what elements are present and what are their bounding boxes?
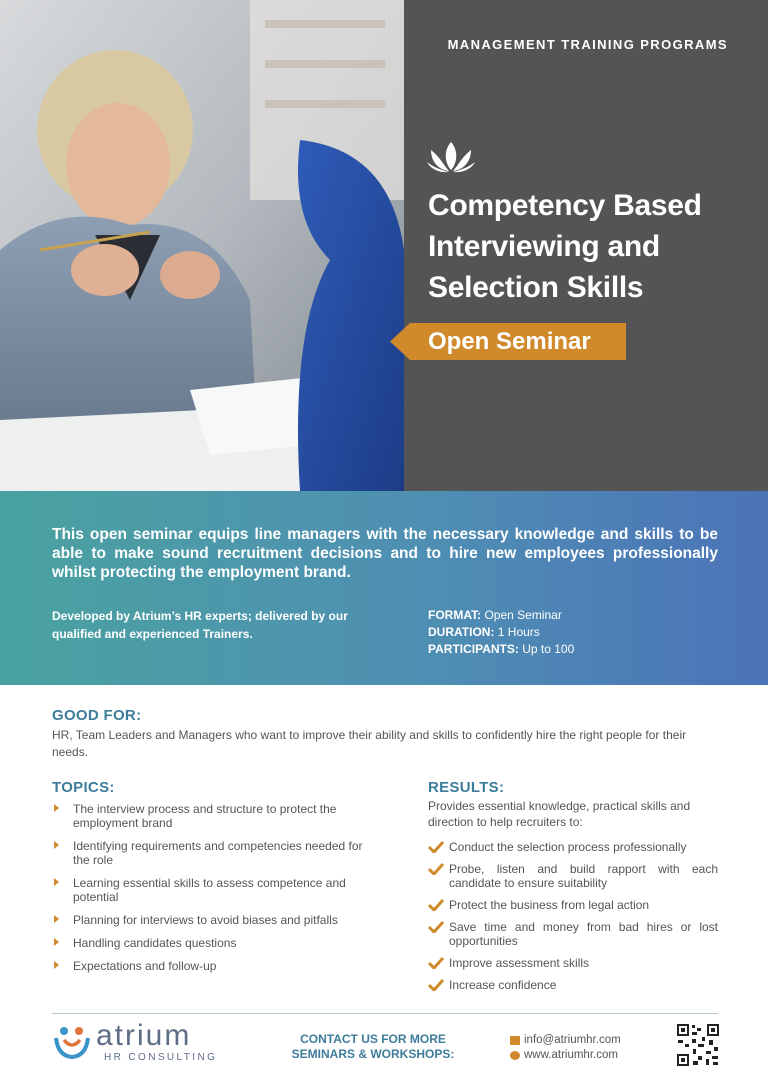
duration-label: DURATION:	[428, 625, 495, 639]
duration-row	[428, 624, 574, 641]
topics-list	[52, 802, 372, 982]
topic-text: Expectations and follow-up	[73, 959, 217, 973]
checkmark-icon	[428, 863, 444, 875]
result-item	[428, 862, 718, 890]
hero-photo	[0, 0, 404, 491]
topic-text: Learning essential skills to assess competence and potential	[73, 876, 346, 904]
duration-value: 1 Hours	[497, 625, 540, 639]
topic-text: Handling candidates questions	[73, 936, 237, 950]
result-text: Improve assessment skills	[449, 956, 590, 970]
checkmark-icon	[428, 921, 444, 933]
checkmark-icon	[428, 957, 444, 969]
format-value: Open Seminar	[484, 608, 562, 622]
format-row	[428, 607, 574, 624]
result-item	[428, 840, 718, 854]
lotus-icon	[427, 140, 475, 174]
contact-info	[510, 1033, 621, 1063]
developed-by-text: Developed by Atrium’s HR experts; delivered by our qualified and experienced Trainers.	[52, 609, 348, 641]
website-link[interactable]: www.atriumhr.com	[524, 1049, 618, 1061]
woman-photo-illustration	[0, 0, 404, 491]
participants-row	[428, 641, 574, 658]
triangle-bullet-icon	[54, 938, 59, 946]
result-text: Save time and money from bad hires or lost opportunities	[449, 920, 718, 948]
topic-text: Identifying requirements and competencies needed for the role	[73, 839, 363, 867]
seminar-facts	[428, 607, 574, 658]
results-heading: RESULTS:	[428, 779, 505, 796]
website-row	[510, 1048, 621, 1063]
result-item	[428, 978, 718, 992]
triangle-bullet-icon	[54, 878, 59, 886]
email-link[interactable]: info@atriumhr.com	[524, 1034, 621, 1046]
good-for-heading: GOOD FOR:	[52, 707, 142, 724]
checkmark-icon	[428, 979, 444, 991]
topic-item	[52, 913, 372, 927]
contact-line-1: CONTACT US FOR MORE	[300, 1032, 446, 1046]
footer-divider	[52, 1013, 718, 1014]
topic-item	[52, 936, 372, 950]
contact-callout	[268, 1032, 478, 1062]
qr-code-icon[interactable]	[676, 1023, 720, 1067]
triangle-bullet-icon	[54, 961, 59, 969]
topic-text: Planning for interviews to avoid biases and pitfalls	[73, 913, 338, 927]
atrium-logo-icon	[52, 1022, 92, 1062]
program-label: MANAGEMENT TRAINING PROGRAMS	[447, 37, 728, 52]
ribbon-label: Open Seminar	[428, 328, 591, 355]
checkmark-icon	[428, 841, 444, 853]
summary-band	[0, 491, 768, 685]
checkmark-icon	[428, 899, 444, 911]
triangle-bullet-icon	[54, 915, 59, 923]
results-list	[428, 840, 718, 1000]
topic-item	[52, 802, 372, 830]
result-text: Protect the business from legal action	[449, 898, 650, 912]
result-text: Probe, listen and build rapport with each candidate to ensure suitability	[449, 862, 718, 890]
triangle-bullet-icon	[54, 841, 59, 849]
topic-item	[52, 876, 372, 904]
topic-item	[52, 839, 372, 867]
participants-label: PARTICIPANTS:	[428, 642, 519, 656]
participants-value: Up to 100	[522, 642, 575, 656]
good-for-text: HR, Team Leaders and Managers who want to improve their ability and skills to confidently hire the right people for their needs.	[52, 728, 687, 759]
logo-wordmark: atrium	[96, 1019, 192, 1052]
topics-heading: TOPICS:	[52, 779, 115, 796]
triangle-bullet-icon	[54, 804, 59, 812]
result-item	[428, 898, 718, 912]
results-intro: Provides essential knowledge, practical skills and direction to help recruiters to:	[428, 799, 691, 829]
topic-item	[52, 959, 372, 973]
result-item	[428, 920, 718, 948]
contact-line-2: SEMINARS & WORKSHOPS:	[291, 1047, 455, 1061]
globe-icon	[510, 1051, 520, 1060]
result-text: Conduct the selection process professionally	[449, 840, 687, 854]
topic-text: The interview process and structure to protect the employment brand	[73, 802, 337, 830]
envelope-icon	[510, 1036, 520, 1045]
email-row	[510, 1033, 621, 1048]
result-item	[428, 956, 718, 970]
format-label: FORMAT:	[428, 608, 482, 622]
logo-subtitle: HR CONSULTING	[104, 1052, 218, 1063]
result-text: Increase confidence	[449, 978, 557, 992]
summary-lead: This open seminar equips line managers with the necessary knowledge and skills to be able to make sound recruitment decisions and to hire new employees professionally whilst protecting the employment brand.	[52, 526, 718, 581]
hero	[0, 0, 768, 491]
page-title: Competency Based Interviewing and Selection Skills	[428, 189, 702, 304]
